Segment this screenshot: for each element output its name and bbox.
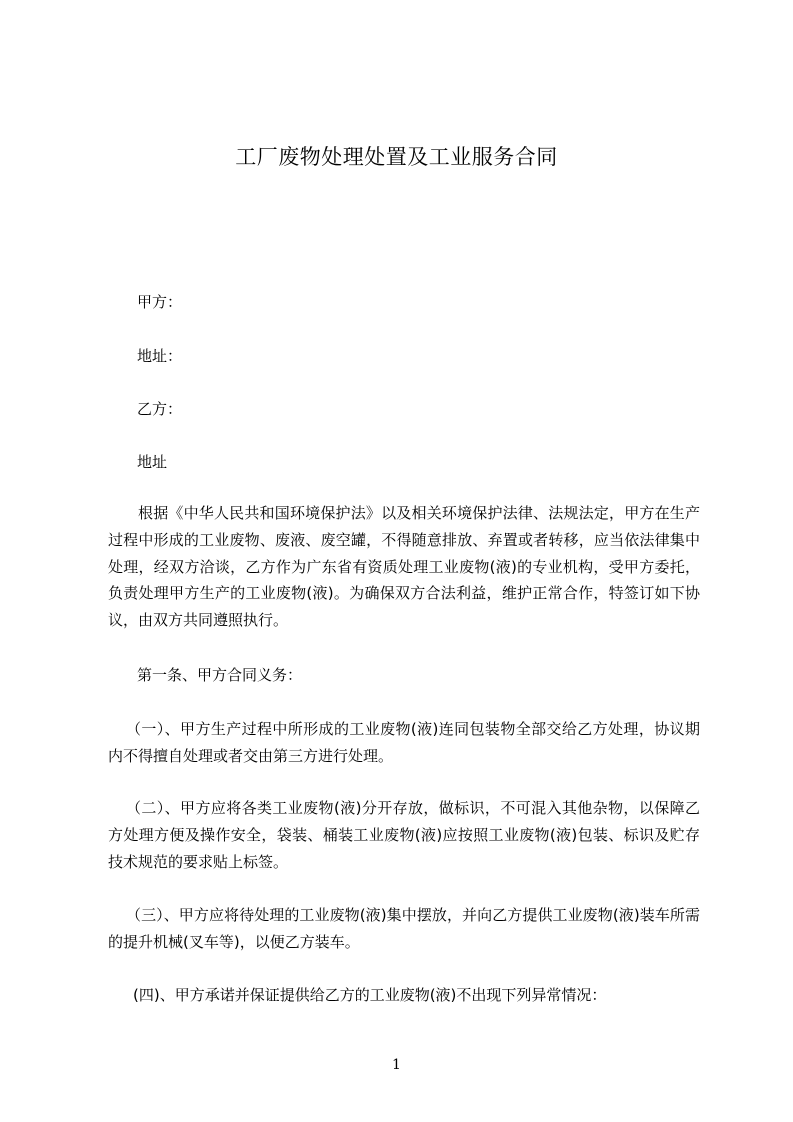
party-a-label: 甲方：	[137, 293, 183, 311]
party-b-address-label: 地址	[137, 453, 168, 471]
document-title: 工厂废物处理处置及工业服务合同	[235, 145, 558, 169]
clause-2: （二）、甲方应将各类工业废物(液)分开存放，做标识，不可混入其他杂物，以保障乙方处理方便及操作安全，袋装、桶装工业废物(液)应按照工业废物(液)包装、标识及贮存技术规范的要求贴上标签。	[108, 799, 700, 871]
clause-3: （三）、甲方应将待处理的工业废物(液)集中摆放，并向乙方提供工业废物(液)装车所需的提升机械(叉车等)，以便乙方装车。	[108, 906, 700, 951]
preamble-paragraph: 根据《中华人民共和国环境保护法》以及相关环境保护法律、法规法定，甲方在生产过程中形成的工业废物、废液、废空罐，不得随意排放、弃置或者转移，应当依法律集中处理，经双方洽谈，乙方作为广东省有资质处理工业废物(液)的专业机构，受甲方委托，负责处理甲方生产的工业废物(液)。为确保双方合法利益，维护正常合作，特签订如下协议，由双方共同遵照执行。	[108, 504, 700, 630]
page-number: 1	[392, 1057, 401, 1073]
party-a-address-label: 地址：	[137, 347, 183, 365]
article-1-heading: 第一条、甲方合同义务：	[137, 666, 303, 684]
clause-1: （一）、甲方生产过程中所形成的工业废物(液)连同包装物全部交给乙方处理，协议期内不得擅自处理或者交由第三方进行处理。	[108, 720, 700, 765]
party-b-label: 乙方：	[137, 400, 183, 418]
clause-4: (四)、甲方承诺并保证提供给乙方的工业废物(液)不出现下列异常情况：	[133, 986, 607, 1004]
